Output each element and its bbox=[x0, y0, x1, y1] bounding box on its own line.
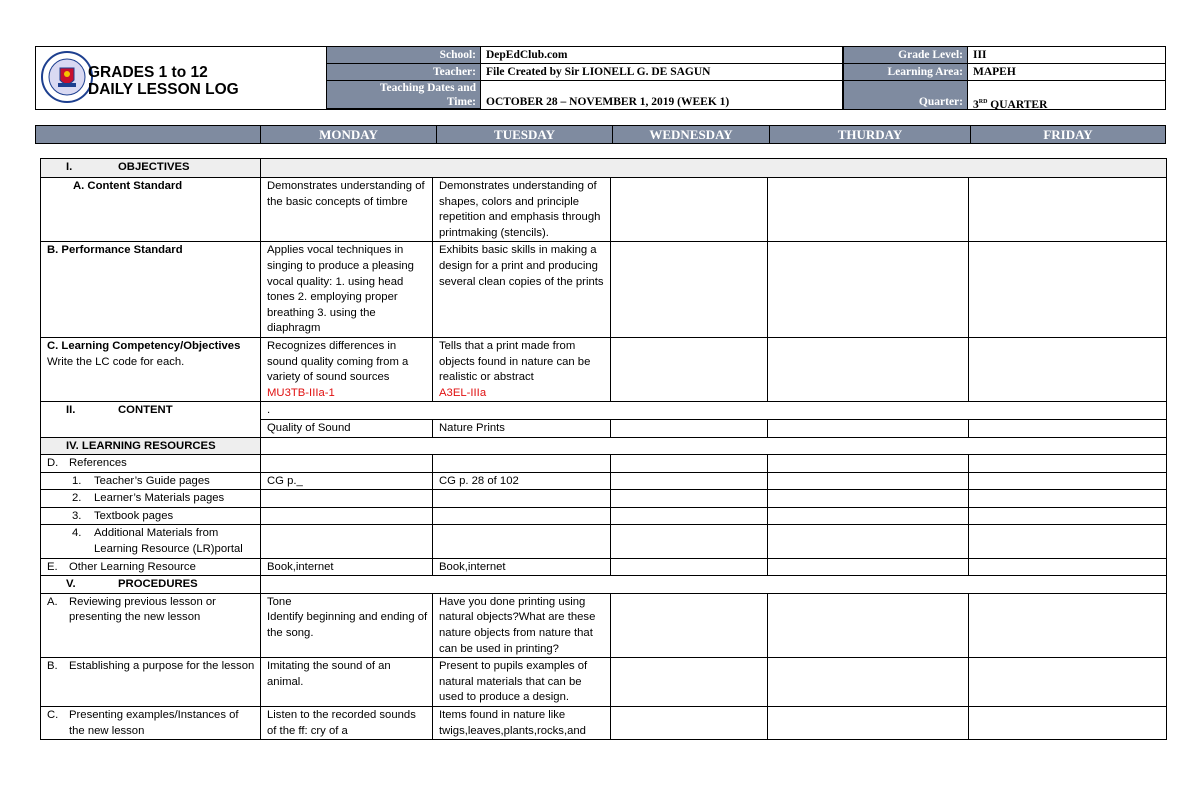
title-grades: GRADES 1 to 12 bbox=[88, 64, 208, 81]
grade-level-label: Grade Level: bbox=[843, 47, 968, 64]
examples-monday: Listen to the recorded sounds of the ff: cry of a bbox=[261, 707, 433, 740]
row-learning-competency bbox=[41, 337, 1167, 401]
content-standard-monday: Demonstrates understanding of the basic concepts of timbre bbox=[261, 178, 433, 242]
other-resource-monday: Book,internet bbox=[261, 558, 433, 576]
teachers-guide-tuesday: CG p. 28 of 102 bbox=[433, 472, 611, 490]
learners-materials-label: 2. Learner’s Materials pages bbox=[41, 490, 261, 508]
content-standard-tuesday: Demonstrates understanding of shapes, colors and principle repetition and emphasis through printmaking (stencils). bbox=[433, 178, 611, 242]
teaching-dates-label: Teaching Dates and Time: bbox=[326, 81, 481, 109]
textbook-pages-label: 3. Textbook pages bbox=[41, 507, 261, 525]
objectives-label: I. OBJECTIVES bbox=[41, 159, 261, 178]
row-objectives bbox=[41, 159, 1167, 178]
day-wednesday: WEDNESDAY bbox=[612, 126, 769, 143]
learning-competency-label: C. Learning Competency/Objectives Write the LC code for each. bbox=[41, 337, 261, 401]
row-learning-resources bbox=[41, 437, 1167, 455]
lesson-log-table bbox=[40, 158, 1167, 740]
weekday-header-bar bbox=[35, 125, 1166, 144]
learning-resources-label: IV. LEARNING RESOURCES bbox=[41, 437, 261, 455]
reviewing-monday: Tone Identify beginning and ending of the song. bbox=[261, 593, 433, 657]
quarter-label: Quarter: bbox=[843, 81, 968, 109]
lc-code-tuesday: A3EL-IIIa bbox=[439, 386, 487, 399]
quarter-value: 3RD QUARTER bbox=[973, 98, 1048, 111]
learning-competency-tuesday: Tells that a print made from objects found in nature can be realistic or abstract A3EL-IIIa bbox=[433, 337, 611, 401]
purpose-tuesday: Present to pupils examples of natural materials that can be used to produce a design. bbox=[433, 658, 611, 707]
content-monday: Quality of Sound bbox=[261, 419, 433, 437]
teachers-guide-monday: CG p._ bbox=[261, 472, 433, 490]
row-other-resource bbox=[41, 558, 1167, 576]
reviewing-tuesday: Have you done printing using natural objects?What are these nature objects from nature that can be used in printing? bbox=[433, 593, 611, 657]
title-daily-lesson-log: DAILY LESSON LOG bbox=[88, 81, 239, 98]
learning-area-value: MAPEH bbox=[968, 64, 1165, 81]
content-standard-label: A. Content Standard bbox=[41, 178, 261, 242]
grade-level-value: III bbox=[968, 47, 1165, 64]
row-performance-standard bbox=[41, 242, 1167, 338]
teacher-label: Teacher: bbox=[326, 64, 481, 81]
school-label: School: bbox=[326, 47, 481, 64]
learning-competency-monday: Recognizes differences in sound quality coming from a variety of sound sources MU3TB-IIIa-1 bbox=[261, 337, 433, 401]
lesson-log-header bbox=[35, 46, 1166, 110]
performance-standard-monday: Applies vocal techniques in singing to produce a pleasing vocal quality: 1. using head tones 2. employing proper breathing 3. using the diaphragm bbox=[261, 242, 433, 338]
day-tuesday: TUESDAY bbox=[436, 126, 612, 143]
day-friday: FRIDAY bbox=[970, 126, 1165, 143]
procedures-label: V. PROCEDURES bbox=[41, 576, 261, 594]
other-resource-label: E. Other Learning Resource bbox=[41, 558, 261, 576]
reviewing-label: A. Reviewing previous lesson or presenting the new lesson bbox=[41, 593, 261, 657]
other-resource-tuesday: Book,internet bbox=[433, 558, 611, 576]
lc-code-monday: MU3TB-IIIa-1 bbox=[267, 386, 335, 399]
row-content-standard bbox=[41, 178, 1167, 242]
content-tuesday: Nature Prints bbox=[433, 419, 611, 437]
content-dot: . bbox=[261, 402, 1167, 420]
row-examples bbox=[41, 707, 1167, 740]
row-procedures bbox=[41, 576, 1167, 594]
row-references bbox=[41, 455, 1167, 473]
learning-area-label: Learning Area: bbox=[843, 64, 968, 81]
row-textbook-pages bbox=[41, 507, 1167, 525]
row-reviewing bbox=[41, 593, 1167, 657]
school-value: DepEdClub.com bbox=[481, 47, 843, 64]
teacher-value: File Created by Sir LIONELL G. DE SAGUN bbox=[481, 64, 843, 81]
performance-standard-tuesday: Exhibits basic skills in making a design for a print and producing several clean copies of the prints bbox=[433, 242, 611, 338]
purpose-label: B. Establishing a purpose for the lesson bbox=[41, 658, 261, 707]
additional-materials-label: 4. Additional Materials from Learning Resource (LR)portal bbox=[41, 525, 261, 558]
row-learners-materials bbox=[41, 490, 1167, 508]
row-content-header bbox=[41, 402, 1167, 420]
purpose-monday: Imitating the sound of an animal. bbox=[261, 658, 433, 707]
examples-tuesday: Items found in nature like twigs,leaves,plants,rocks,and bbox=[433, 707, 611, 740]
examples-label: C. Presenting examples/Instances of the new lesson bbox=[41, 707, 261, 740]
references-label: D. References bbox=[41, 455, 261, 473]
row-teachers-guide bbox=[41, 472, 1167, 490]
performance-standard-label: B. Performance Standard bbox=[41, 242, 261, 338]
content-label: II. CONTENT bbox=[41, 402, 261, 437]
row-additional-materials bbox=[41, 525, 1167, 558]
row-purpose bbox=[41, 658, 1167, 707]
deped-seal-icon bbox=[40, 50, 94, 104]
teaching-dates-value: OCTOBER 28 – NOVEMBER 1, 2019 (WEEK 1) bbox=[481, 81, 843, 109]
day-thursday: THURDAY bbox=[769, 126, 970, 143]
day-monday: MONDAY bbox=[260, 126, 436, 143]
teachers-guide-label: 1. Teacher’s Guide pages bbox=[41, 472, 261, 490]
